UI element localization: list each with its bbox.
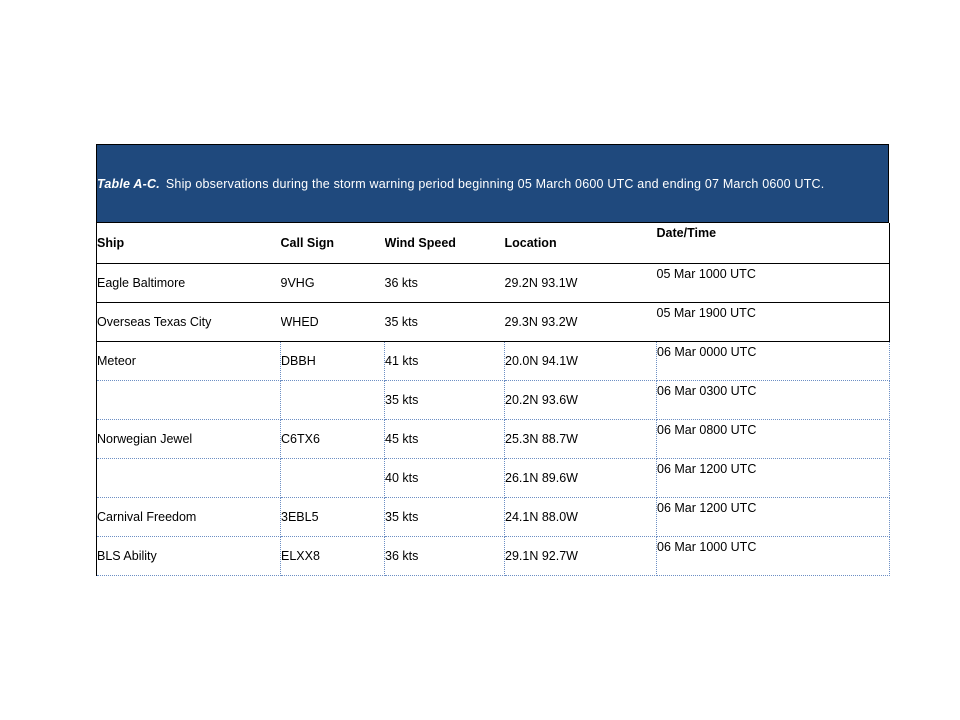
cell-call-sign: DBBH <box>281 341 385 380</box>
header-call-sign: Call Sign <box>281 223 385 263</box>
cell-location: 29.2N 93.1W <box>505 263 657 302</box>
cell-wind-speed: 36 kts <box>385 263 505 302</box>
cell-wind-speed: 35 kts <box>385 497 505 536</box>
cell-call-sign <box>281 458 385 497</box>
header-date-time: Date/Time <box>657 223 890 263</box>
cell-ship: Eagle Baltimore <box>97 263 281 302</box>
ship-observations-grid <box>96 223 890 576</box>
table-caption-text: Ship observations during the storm warning period beginning 05 March 0600 UTC and ending 07 March 0600 UTC. <box>165 176 825 191</box>
cell-date-time: 06 Mar 0000 UTC <box>657 341 890 380</box>
table-row <box>97 497 890 536</box>
header-location: Location <box>505 223 657 263</box>
table-row <box>97 341 890 380</box>
header-ship: Ship <box>97 223 281 263</box>
cell-location: 20.0N 94.1W <box>505 341 657 380</box>
cell-date-time: 06 Mar 1200 UTC <box>657 497 890 536</box>
cell-location: 29.3N 93.2W <box>505 302 657 341</box>
cell-call-sign: C6TX6 <box>281 419 385 458</box>
table-row <box>97 380 890 419</box>
table-header-row <box>97 223 890 263</box>
cell-date-time: 06 Mar 1200 UTC <box>657 458 890 497</box>
cell-ship: Carnival Freedom <box>97 497 281 536</box>
cell-wind-speed: 40 kts <box>385 458 505 497</box>
cell-location: 26.1N 89.6W <box>505 458 657 497</box>
table-row <box>97 302 890 341</box>
cell-location: 20.2N 93.6W <box>505 380 657 419</box>
cell-ship: Meteor <box>97 341 281 380</box>
cell-ship <box>97 380 281 419</box>
ship-observations-table <box>96 144 889 576</box>
table-row <box>97 536 890 575</box>
cell-location: 25.3N 88.7W <box>505 419 657 458</box>
cell-call-sign: 3EBL5 <box>281 497 385 536</box>
cell-ship <box>97 458 281 497</box>
cell-ship: Norwegian Jewel <box>97 419 281 458</box>
cell-call-sign <box>281 380 385 419</box>
table-caption-label: Table A-C. <box>97 176 160 191</box>
cell-ship: BLS Ability <box>97 536 281 575</box>
table-caption <box>96 144 889 223</box>
cell-wind-speed: 45 kts <box>385 419 505 458</box>
cell-wind-speed: 36 kts <box>385 536 505 575</box>
cell-call-sign: WHED <box>281 302 385 341</box>
cell-wind-speed: 35 kts <box>385 380 505 419</box>
table-row <box>97 263 890 302</box>
cell-date-time: 06 Mar 0300 UTC <box>657 380 890 419</box>
cell-ship: Overseas Texas City <box>97 302 281 341</box>
header-wind-speed: Wind Speed <box>385 223 505 263</box>
cell-date-time: 05 Mar 1900 UTC <box>657 302 890 341</box>
cell-date-time: 06 Mar 0800 UTC <box>657 419 890 458</box>
cell-location: 24.1N 88.0W <box>505 497 657 536</box>
cell-call-sign: ELXX8 <box>281 536 385 575</box>
cell-date-time: 05 Mar 1000 UTC <box>657 263 890 302</box>
cell-wind-speed: 35 kts <box>385 302 505 341</box>
cell-date-time: 06 Mar 1000 UTC <box>657 536 890 575</box>
cell-location: 29.1N 92.7W <box>505 536 657 575</box>
cell-call-sign: 9VHG <box>281 263 385 302</box>
table-row <box>97 458 890 497</box>
cell-wind-speed: 41 kts <box>385 341 505 380</box>
table-row <box>97 419 890 458</box>
